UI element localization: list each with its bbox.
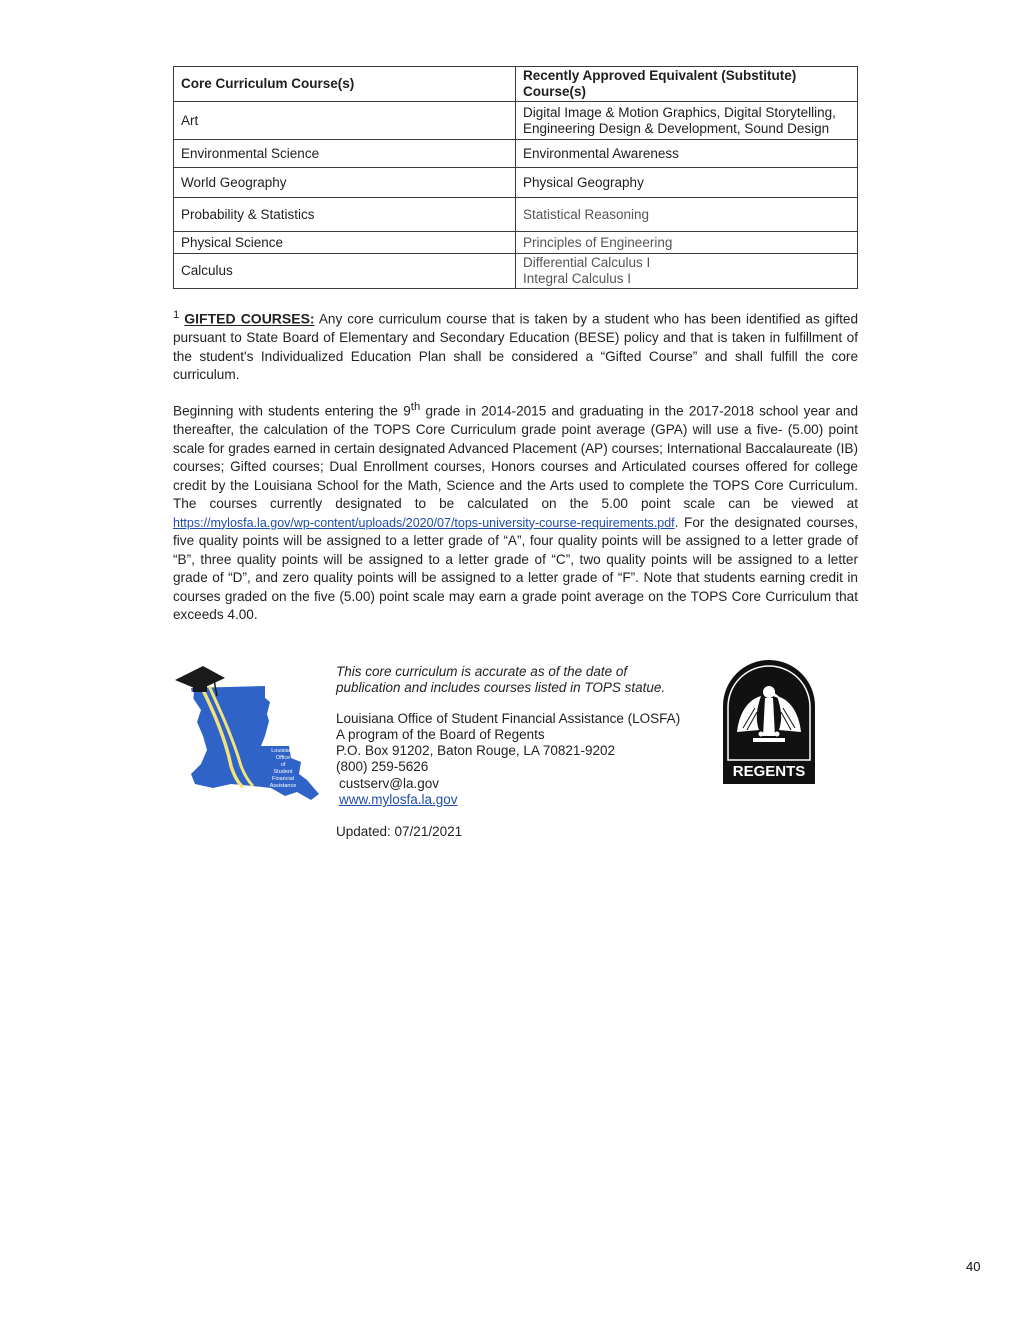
gifted-courses-footnote <box>173 306 858 385</box>
gpa-paragraph <box>173 398 858 625</box>
equivalent-course <box>516 102 858 140</box>
website-link[interactable]: www.mylosfa.la.gov <box>339 792 458 808</box>
program-line: A program of the Board of Regents <box>336 726 545 742</box>
core-course: Physical Science <box>174 232 516 254</box>
org-name: Louisiana Office of Student Financial Assistance (LOSFA) <box>336 710 681 726</box>
core-course: World Geography <box>174 168 516 198</box>
equivalent-course: Physical Geography <box>516 168 858 198</box>
footnote-heading: GIFTED COURSES: <box>184 310 315 327</box>
footnote-marker: 1 <box>173 309 180 321</box>
regents-seal <box>721 658 817 786</box>
logo-text: of <box>280 762 286 768</box>
logo-text: Financial <box>271 776 295 782</box>
table-row <box>174 140 858 168</box>
logo-text: Office <box>275 755 291 761</box>
table-header-row <box>174 67 858 102</box>
email-address: custserv@la.gov <box>339 775 439 791</box>
core-course: Art <box>174 102 516 140</box>
regents-label: REGENTS <box>732 763 806 780</box>
note-line: publication and includes courses listed in TOPS statue. <box>336 680 666 696</box>
logo-text: Louisiana <box>271 748 295 754</box>
equivalent-line: Engineering Design & Development, Sound Design <box>523 120 830 136</box>
note-line: This core curriculum is accurate as of the date of <box>336 664 628 679</box>
mailing-address: P.O. Box 91202, Baton Rouge, LA 70821-9202 <box>336 743 615 759</box>
equivalent-course <box>516 254 858 289</box>
course-requirements-link[interactable]: https://mylosfa.la.gov/wp-content/uploads/2020/07/tops-university-course-requirements.pdf <box>173 515 675 530</box>
cap-base <box>193 682 207 692</box>
gpa-text: . For the designated courses, five quality points will be assigned to a letter grade of “A”, four quality points will be assigned to a letter grade of “B”, three quality points will be assigned to a letter grade of “C”, two quality points will be assigned to a letter grade of “D”, and zero quality points will be assigned to a letter grade of “F”. Note that students earning credit in courses graded on the five (5.00) point scale may earn a grade point average on the TOPS Core Curriculum that exceeds 4.00. <box>173 514 858 623</box>
equivalent-course: Statistical Reasoning <box>516 198 858 232</box>
gpa-superscript: th <box>410 401 421 413</box>
footnote-text: Any core curriculum course that is taken by a student who has been identified as gifted pursuant to State Board of Elementary and Secondary Education (BESE) policy and that is taken in fulfillment of the student's Individualized Education Plan shall be considered a “Gifted Course” and shall fulfill the core curriculum. <box>173 311 858 383</box>
phone-number: (800) 259-5626 <box>336 759 429 775</box>
table-row <box>174 232 858 254</box>
table-row <box>174 198 858 232</box>
updated-date: Updated: 07/21/2021 <box>336 824 463 840</box>
equivalent-course: Environmental Awareness <box>516 140 858 168</box>
gpa-text: Beginning with students entering the 9 <box>173 403 411 419</box>
contact-block <box>336 664 706 841</box>
page-number: 40 <box>966 1259 981 1274</box>
logo-text: Assistance <box>269 783 297 789</box>
logo-text: Student <box>273 769 293 775</box>
core-course: Environmental Science <box>174 140 516 168</box>
accuracy-note <box>336 664 706 697</box>
losfa-logo <box>173 666 328 806</box>
course-table <box>173 66 858 289</box>
header-core: Core Curriculum Course(s) <box>174 67 516 102</box>
table-row <box>174 168 858 198</box>
table-row <box>174 254 858 289</box>
core-course: Probability & Statistics <box>174 198 516 232</box>
header-equivalent: Recently Approved Equivalent (Substitute) Course(s) <box>516 67 858 102</box>
equivalent-line: Differential Calculus I <box>523 255 651 270</box>
table-row <box>174 102 858 140</box>
equivalent-course: Principles of Engineering <box>516 232 858 254</box>
core-course: Calculus <box>174 254 516 289</box>
equivalent-line: Digital Image & Motion Graphics, Digital Storytelling, <box>523 104 836 120</box>
equivalent-line: Integral Calculus I <box>523 271 632 286</box>
gpa-text: grade in 2014-2015 and graduating in the 2017-2018 school year and thereafter, the calculation of the TOPS Core Curriculum grade point average (GPA) will use a five- (5.00) point scale for grades earned in certain designated Advanced Placement (AP) courses; International Baccalaureate (IB) courses; Gifted courses; Dual Enrollment courses, Honors courses and Articulated courses offered for college credit by the Louisiana School for the Math, Science and the Arts used to complete the TOPS Core Curriculum. The courses currently designated to be calculated on the 5.00 point scale can be viewed at <box>173 403 859 512</box>
